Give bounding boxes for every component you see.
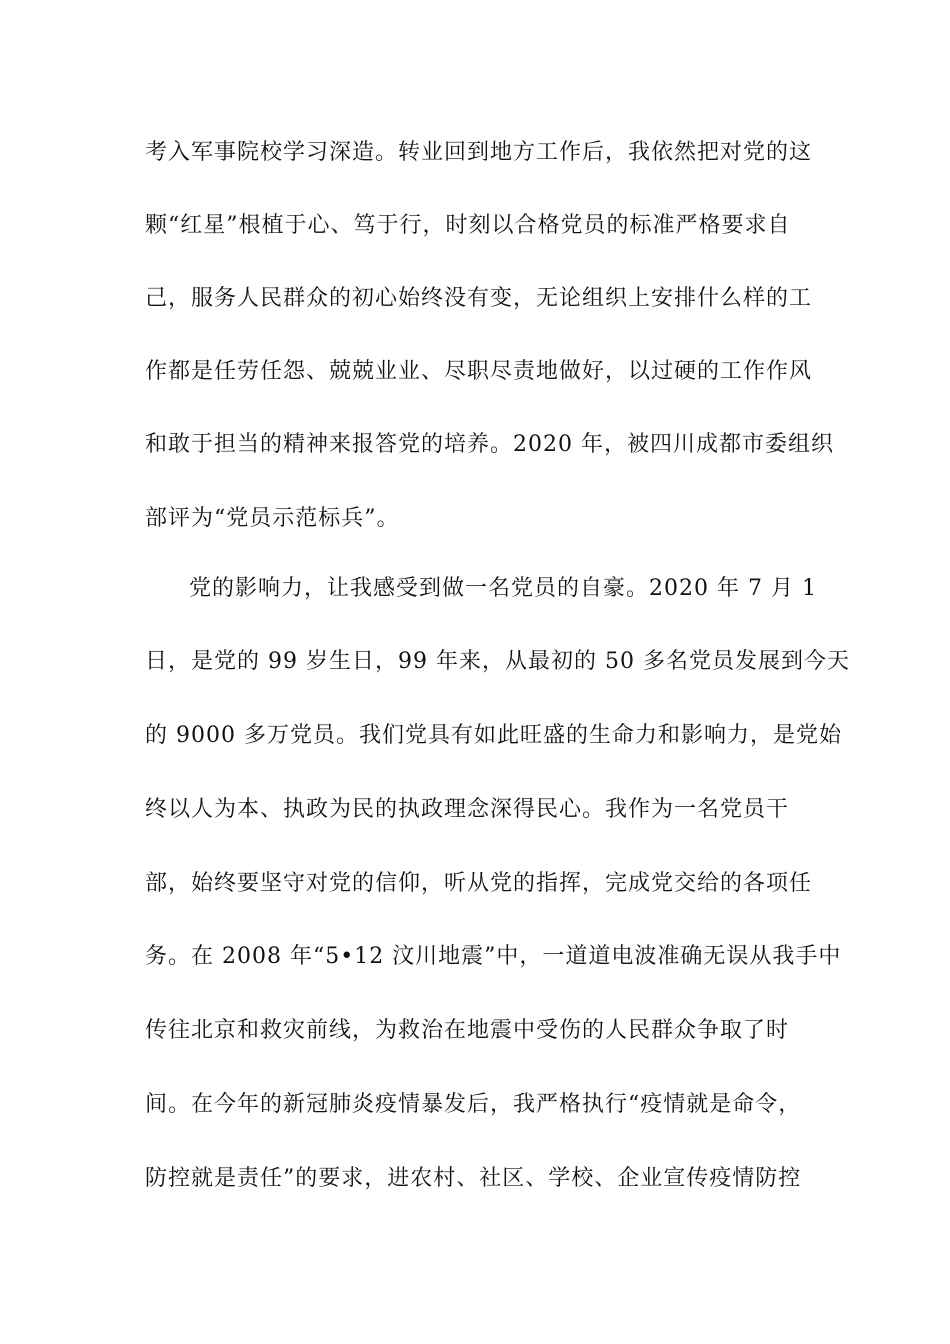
text-line: 考入军事院校学习深造。转业回到地方工作后，我依然把对党的这 [145, 140, 813, 165]
text-line: 颗“红星”根植于心、笃于行，时刻以合格党员的标准严格要求自 [145, 213, 791, 238]
paragraph-first-line: 党的影响力，让我感受到做一名党员的自豪。2020 年 7 月 1 [189, 576, 817, 601]
text-line: 和敢于担当的精神来报答党的培养。2020 年，被四川成都市委组织 [145, 432, 834, 457]
text-line: 务。在 2008 年“5•12 汶川地震”中，一道道电波准确无误从我手中 [145, 944, 842, 969]
text-line: 间。在今年的新冠肺炎疫情暴发后，我严格执行“疫情就是命令， [145, 1092, 802, 1117]
text-line: 的 9000 多万党员。我们党具有如此旺盛的生命力和影响力，是党始 [145, 723, 842, 748]
text-line: 作都是任劳任怨、兢兢业业、尽职尽责地做好，以过硬的工作作风 [145, 359, 813, 384]
text-line: 部，始终要坚守对党的信仰，听从党的指挥，完成党交给的各项任 [145, 871, 813, 896]
text-line: 日，是党的 99 岁生日，99 年来，从最初的 50 多名党员发展到今天 [145, 649, 850, 674]
text-line: 防控就是责任”的要求，进农村、社区、学校、企业宣传疫情防控 [145, 1166, 802, 1191]
text-line: 传往北京和救灾前线，为救治在地震中受伤的人民群众争取了时 [145, 1018, 790, 1043]
text-line: 部评为“党员示范标兵”。 [145, 506, 400, 531]
text-line: 己，服务人民群众的初心始终没有变，无论组织上安排什么样的工 [145, 286, 813, 311]
text-line: 终以人为本、执政为民的执政理念深得民心。我作为一名党员干 [145, 797, 790, 822]
